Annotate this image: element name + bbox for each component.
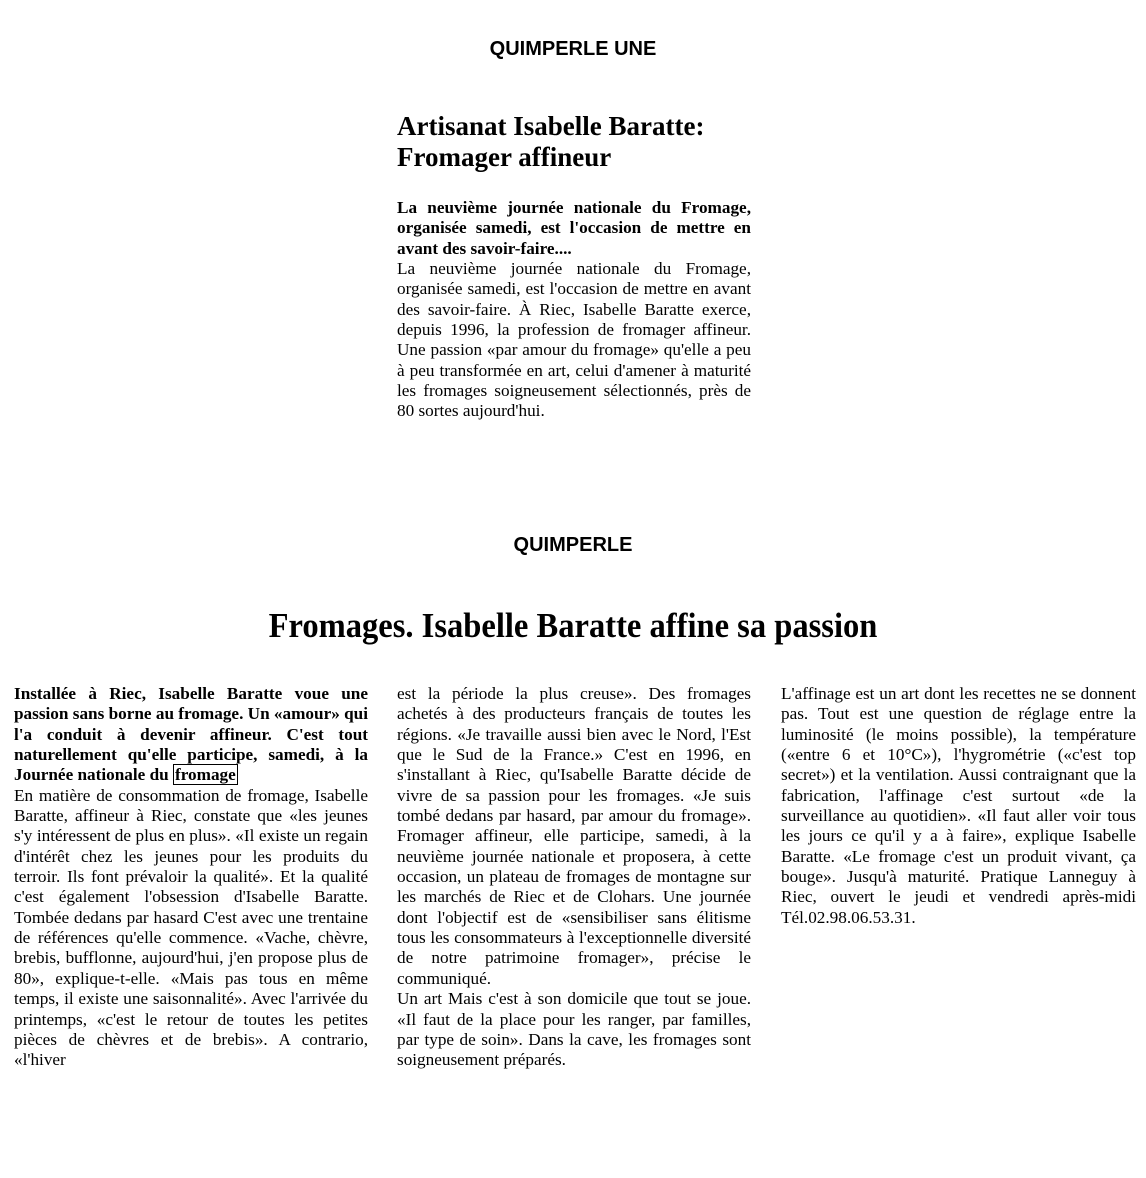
section-header-quimperle-une: QUIMPERLE UNE xyxy=(489,38,657,60)
article2-col1-body: En matière de consommation de fromage, Isabelle Baratte, affineur à Riec, constate que «les jeunes s'y intéressent de plus en plus». «Il existe un regain d'intérêt chez les jeunes pour les produits du terroir. Ils font prévaloir la qualité». Et la qualité c'est également l'obsession d'Isabelle Baratte. Tombée dedans par hasard C'est avec une trentaine de références qu'elle commence. «Vache, chèvre, brebis, bufflonne, aujourd'hui, j'en propose plus de 80», explique-t-elle. «Mais pas tous en même temps, il existe une saisonnalité». Avec l'arrivée du printemps, «c'est le retour de toutes les petites pièces de chèvres et de brebis». A contrario, «l'hiver xyxy=(14,785,368,1070)
article1-headline xyxy=(397,111,817,173)
article2-column-3 xyxy=(781,684,1136,928)
article1-lead: La neuvième journée nationale du Fromage, organisée samedi, est l'occasion de mettre en avant des savoir-faire.... xyxy=(397,198,751,258)
article1-column xyxy=(397,198,751,422)
article2-column-1 xyxy=(14,684,368,1071)
article2-col2-paragraph-1: est la période la plus creuse». Des fromages achetés à des producteurs français de toutes les régions. «Je travaille aussi bien avec le Nord, l'Est que le Sud de la France.» C'est en 1996, en s'installant à Riec, qu'Isabelle Baratte décide de vivre de sa passion pour les fromages. «Je suis tombé dedans par hasard, par amour du fromage». Fromager affineur, elle participe, samedi, à la neuvième journée nationale et proposera, à cette occasion, un plateau de fromages de montagne sur les marchés de Riec et de Clohars. Une journée dont l'objectif est de «sensibiliser sans élitisme tous les consommateurs à l'exceptionnelle diversité de notre patrimoine fromager», précise le communiqué. xyxy=(397,684,751,988)
article1-body: La neuvième journée nationale du Fromage, organisée samedi, est l'occasion de mettre en avant des savoir-faire. À Riec, Isabelle Baratte exerce, depuis 1996, la profession de fromager affineur. Une passion «par amour du fromage» qu'elle a peu à peu transformée en art, celui d'amener à maturité les fromages soigneusement sélectionnés, près de 80 sortes aujourd'hui. xyxy=(397,259,751,421)
section-header-quimperle: QUIMPERLE xyxy=(513,534,633,556)
article2-lead-text: Installée à Riec, Isabelle Baratte voue une passion sans borne au fromage. Un «amour» qui l'a conduit à devenir affineur. C'est tout naturellement qu'elle participe, samedi, à la Journée nationale du xyxy=(14,684,368,785)
article2-col2-paragraph-2: Un art Mais c'est à son domicile que tout se joue. «Il faut de la place pour les ranger, par familles, par type de soin». Dans la cave, les fromages sont soigneusement préparés. xyxy=(397,989,751,1070)
article2-headline: Fromages. Isabelle Baratte affine sa passion xyxy=(268,606,878,645)
article1-headline-line2: Fromager affineur xyxy=(397,142,612,172)
article1-headline-line1: Artisanat Isabelle Baratte: xyxy=(397,111,705,141)
article2-col3-body: L'affinage est un art dont les recettes ne se donnent pas. Tout est une question de réglage entre la luminosité (le moins possible), la température («entre 6 et 10°C»), l'hygrométrie («c'est top secret») et la ventilation. Aussi contraignant que la fabrication, l'affinage c'est surtout «de la surveillance au quotidien». «Il faut aller voir tous les jours ce qu'il y a à faire», explique Isabelle Baratte. «Le fromage c'est un produit vivant, ça bouge». Jusqu'à maturité. Pratique Lanneguy à Riec, ouvert le jeudi et vendredi après-midi Tél.02.98.06.53.31. xyxy=(781,684,1136,927)
article2-column-2 xyxy=(397,684,751,1071)
article2-lead xyxy=(14,684,368,786)
highlighted-search-term: fromage xyxy=(175,765,236,785)
